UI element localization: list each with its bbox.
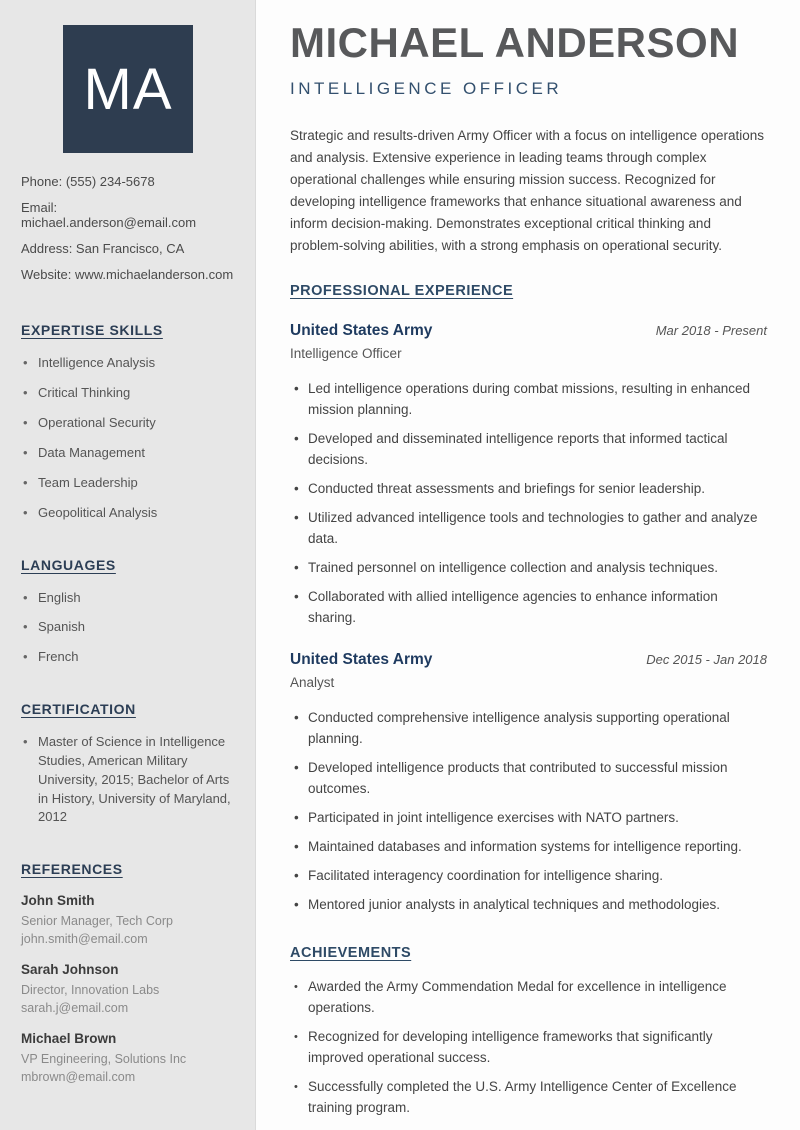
reference-email: john.smith@email.com: [21, 931, 148, 946]
job-bullet: • Led intelligence operations during combat missions, resulting in enhanced mission planning.: [290, 378, 767, 420]
certification-list: [21, 733, 235, 827]
job-bullet: • Maintained databases and information systems for intelligence reporting.: [290, 836, 767, 857]
monogram-avatar: [63, 25, 193, 153]
skill-item: • Critical Thinking: [21, 384, 235, 403]
job-role: Analyst: [290, 675, 335, 690]
languages-section: [21, 557, 235, 668]
skill-item: • Operational Security: [21, 414, 235, 433]
job-dates: Mar 2018 - Present: [655, 323, 767, 338]
job-bullet: • Collaborated with allied intelligence agencies to enhance information sharing.: [290, 586, 767, 628]
summary-paragraph: Strategic and results-driven Army Officer with a focus on intelligence operations and analysis. Extensive experience in leading teams through complex operational challenges while ensuring mission success. Recognized for developing intelligence frameworks that enhance situational awareness and inform decision-making. Demonstrates exceptional critical thinking and problem-solving abilities, with a strong emphasis on operational security.: [290, 128, 764, 253]
skill-item: • Team Leadership: [21, 474, 235, 493]
job-bullet: • Conducted threat assessments and briefings for senior leadership.: [290, 478, 767, 499]
sidebar: [0, 0, 256, 1130]
achievements-list: [290, 976, 767, 1118]
language-item: • Spanish: [21, 618, 235, 637]
certification-heading: CERTIFICATION: [21, 701, 136, 718]
job-entry: [290, 651, 767, 915]
skills-section: [21, 322, 235, 522]
reference-name: Sarah Johnson: [21, 962, 119, 978]
company-name: United States Army: [290, 651, 433, 668]
headline-title: INTELLIGENCE OFFICER: [290, 79, 563, 98]
reference-role: VP Engineering, Solutions Inc: [21, 1052, 187, 1067]
job-bullet: • Conducted comprehensive intelligence analysis supporting operational planning.: [290, 707, 767, 749]
references-list: [21, 893, 235, 1086]
job-bullet: • Developed intelligence products that contributed to successful mission outcomes.: [290, 757, 767, 799]
reference-name: John Smith: [21, 893, 95, 909]
job-bullets: [290, 707, 767, 915]
contact-info: [21, 175, 235, 282]
achievements-section: [290, 945, 767, 1118]
achievement-bullet: • Recognized for developing intelligence frameworks that significantly improved operational success.: [290, 1026, 767, 1068]
languages-heading: LANGUAGES: [21, 556, 116, 573]
main-content: [256, 0, 800, 1130]
reference-email: mbrown@email.com: [21, 1069, 136, 1084]
job-bullet: • Facilitated interagency coordination for intelligence sharing.: [290, 865, 767, 886]
reference-email: sarah.j@email.com: [21, 1000, 129, 1015]
job-bullets: [290, 378, 767, 628]
job-header: [290, 322, 767, 340]
contact-email: Email: michael.anderson@email.com: [21, 200, 197, 230]
reference-item: [21, 893, 235, 948]
certification-item: • Master of Science in Intelligence Studies, American Military University, 2015; Bachelor of Arts in History, University of Maryland, 2012: [21, 733, 235, 827]
skills-heading: EXPERTISE SKILLS: [21, 322, 163, 339]
reference-name: Michael Brown: [21, 1031, 117, 1047]
skill-item: • Data Management: [21, 444, 235, 463]
job-entry: [290, 322, 767, 628]
languages-list: [21, 589, 235, 668]
job-role: Intelligence Officer: [290, 346, 402, 361]
skill-item: • Geopolitical Analysis: [21, 504, 235, 523]
achievement-bullet: • Awarded the Army Commendation Medal for excellence in intelligence operations.: [290, 976, 767, 1018]
achievements-heading: ACHIEVEMENTS: [290, 945, 412, 961]
certification-section: [21, 701, 235, 827]
job-dates: Dec 2015 - Jan 2018: [646, 652, 767, 667]
skills-list: [21, 354, 235, 522]
monogram-initials: MA: [83, 56, 173, 122]
contact-phone: Phone: (555) 234-5678: [21, 174, 155, 189]
reference-item: [21, 1031, 235, 1086]
reference-role: Director, Innovation Labs: [21, 983, 160, 998]
job-bullet: • Mentored junior analysts in analytical techniques and methodologies.: [290, 894, 767, 915]
job-bullet: • Developed and disseminated intelligence reports that informed tactical decisions.: [290, 428, 767, 470]
contact-website: Website: www.michaelanderson.com: [21, 267, 234, 283]
job-bullet: • Participated in joint intelligence exercises with NATO partners.: [290, 807, 767, 828]
language-item: • English: [21, 589, 235, 608]
references-section: [21, 861, 235, 1086]
job-bullet: • Trained personnel on intelligence collection and analysis techniques.: [290, 557, 767, 578]
job-bullet: • Utilized advanced intelligence tools and technologies to gather and analyze data.: [290, 507, 767, 549]
reference-item: [21, 962, 235, 1017]
references-heading: REFERENCES: [21, 861, 123, 878]
experience-section: [290, 283, 767, 915]
language-item: • French: [21, 648, 235, 667]
page-title: MICHAEL ANDERSON: [290, 19, 740, 66]
job-header: [290, 651, 767, 669]
achievement-bullet: • Successfully completed the U.S. Army Intelligence Center of Excellence training program.: [290, 1076, 767, 1118]
company-name: United States Army: [290, 322, 433, 339]
skill-item: • Intelligence Analysis: [21, 354, 235, 373]
contact-address: Address: San Francisco, CA: [21, 240, 185, 256]
reference-role: Senior Manager, Tech Corp: [21, 914, 173, 929]
experience-heading: PROFESSIONAL EXPERIENCE: [290, 283, 514, 299]
